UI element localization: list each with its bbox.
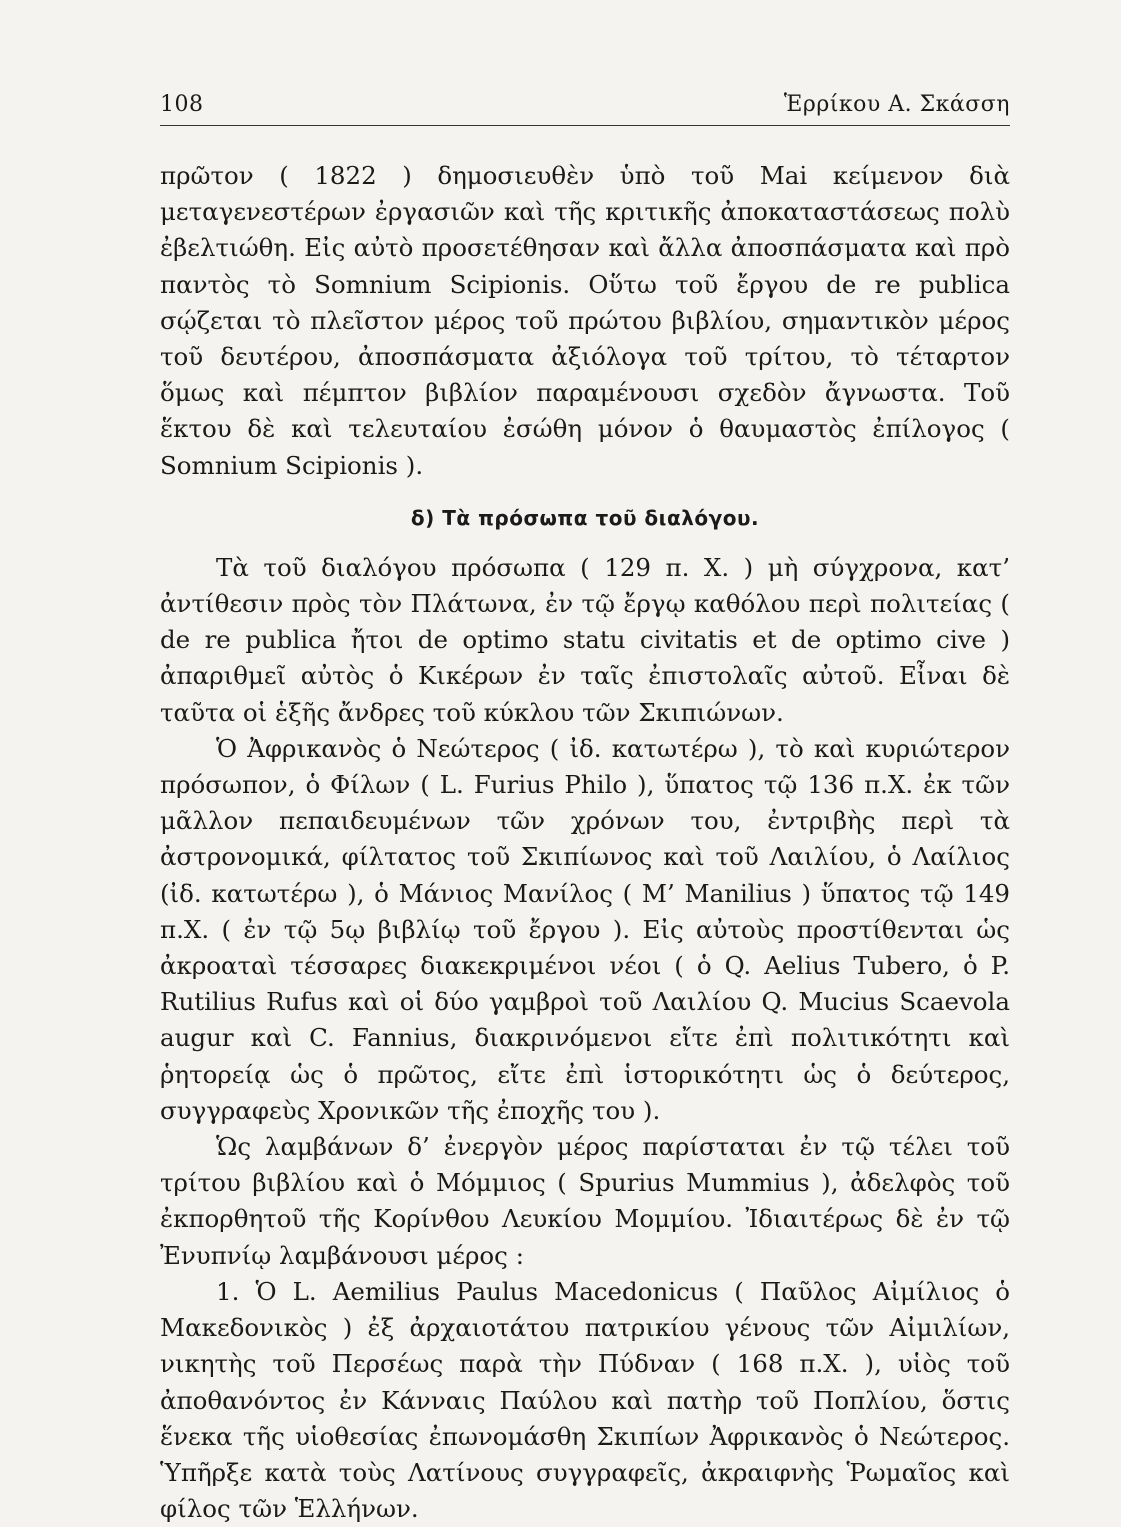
body-text bbox=[160, 158, 1010, 1527]
running-title: Ἑρρίκου Α. Σκάσση bbox=[783, 92, 1010, 117]
paragraph-1: πρῶτον ( 1822 ) δημοσιευθὲν ὑπὸ τοῦ Mai κείμενον διὰ μεταγενεστέρων ἐργασιῶν καὶ τῆς κριτικῆς ἀποκαταστάσεως πολὺ ἐβελτιώθη. Εἰς αὐτὸ προσετέθησαν καὶ ἄλλα ἀποσπάσματα καὶ πρὸ παντὸς τὸ Somnium Scipionis. Οὕτω τοῦ ἔργου de re publica σῴζεται τὸ πλεῖστον μέρος τοῦ πρώτου βιβλίου, σημαντικὸν μέρος τοῦ δευτέρου, ἀποσπάσματα ἀξιόλογα τοῦ τρίτου, τὸ τέταρτον ὅμως καὶ πέμπτον βιβλίον παραμένουσι σχεδὸν ἄγνωστα. Τοῦ ἕκτου δὲ καὶ τελευταίου ἐσώθη μόνον ὁ θαυμαστὸς ἐπίλογος ( Somnium Scipionis ). bbox=[160, 161, 1010, 480]
paragraph-3: Ὁ Ἀφρικανὸς ὁ Νεώτερος ( ἰδ. κατωτέρω ), τὸ καὶ κυριώτερον πρόσωπον, ὁ Φίλων ( L. Furius Philo ), ὕπατος τῷ 136 π.Χ. ἐκ τῶν μᾶλλον πεπαιδευμένων τῶν χρόνων του, ἐντριβὴς περὶ τὰ ἀστρονομικά, φίλτατος τοῦ Σκιπίωνος καὶ τοῦ Λαιλίου, ὁ Λαίλιος (ἰδ. κατωτέρω ), ὁ Μάνιος Μανίλος ( M’ Manilius ) ὕπατος τῷ 149 π.Χ. ( ἐν τῷ 5ῳ βιβλίῳ τοῦ ἔργου ). Εἰς αὐτοὺς προστίθενται ὡς ἀκροαταὶ τέσσαρες διακεκριμένοι νέοι ( ὁ Q. Aelius Tubero, ὁ P. Rutilius Rufus καὶ οἱ δύο γαμβροὶ τοῦ Λαιλίου Q. Mucius Scaevola augur καὶ C. Fannius, διακρινόμενοι εἴτε ἐπὶ πολιτικότητι καὶ ῥητορείᾳ ὡς ὁ πρῶτος, εἴτε ἐπὶ ἱστορικότητι ὡς ὁ δεύτερος, συγγραφεὺς Χρονικῶν τῆς ἐποχῆς του ). bbox=[160, 733, 1010, 1125]
running-header bbox=[160, 92, 1010, 126]
paragraph-5: 1. Ὁ L. Aemilius Paulus Macedonicus ( Παῦλος Αἰμίλιος ὁ Μακεδονικὸς ) ἐξ ἀρχαιοτάτου πατρικίου γένους τῶν Αἰμιλίων, νικητὴς τοῦ Περσέως παρὰ τὴν Πύδναν ( 168 π.Χ. ), υἱὸς τοῦ ἀποθανόντος ἐν Κάνναις Παύλου καὶ πατὴρ τοῦ Ποπλίου, ὅστις ἕνεκα τῆς υἱοθεσίας ἐπωνομάσθη Σκιπίων Ἀφρικανὸς ὁ Νεώτερος. Ὑπῆρξε κατὰ τοὺς Λατίνους συγγραφεῖς, ἀκραιφνὴς Ῥωμαῖος καὶ φίλος τῶν Ἑλλήνων. bbox=[160, 1276, 1010, 1524]
paragraph-2: Τὰ τοῦ διαλόγου πρόσωπα ( 129 π. Χ. ) μὴ σύγχρονα, κατ’ ἀντίθεσιν πρὸς τὸν Πλάτωνα, ἐν τῷ ἔργῳ καθόλου περὶ πολιτείας ( de re publica ἤτοι de optimo statu civitatis et de optimo cive ) ἀπαριθμεῖ αὐτὸς ὁ Κικέρων ἐν ταῖς ἐπιστολαῖς αὐτοῦ. Εἶναι δὲ ταῦτα οἱ ἑξῆς ἄνδρες τοῦ κύκλου τῶν Σκιπιώνων. bbox=[160, 552, 1010, 727]
book-page bbox=[160, 92, 1010, 1527]
section-heading: δ) Τὰ πρόσωπα τοῦ διαλόγου. bbox=[410, 505, 760, 530]
paragraph-4: Ὡς λαμβάνων δ’ ἐνεργὸν μέρος παρίσταται ἐν τῷ τέλει τοῦ τρίτου βιβλίου καὶ ὁ Μόμμιος ( Spurius Mummius ), ἀδελφὸς τοῦ ἐκπορθητοῦ τῆς Κορίνθου Λευκίου Μομμίου. Ἰδιαιτέρως δὲ ἐν τῷ Ἐνυπνίῳ λαμβάνουσι μέρος : bbox=[160, 1132, 1010, 1270]
page-number: 108 bbox=[160, 92, 204, 117]
